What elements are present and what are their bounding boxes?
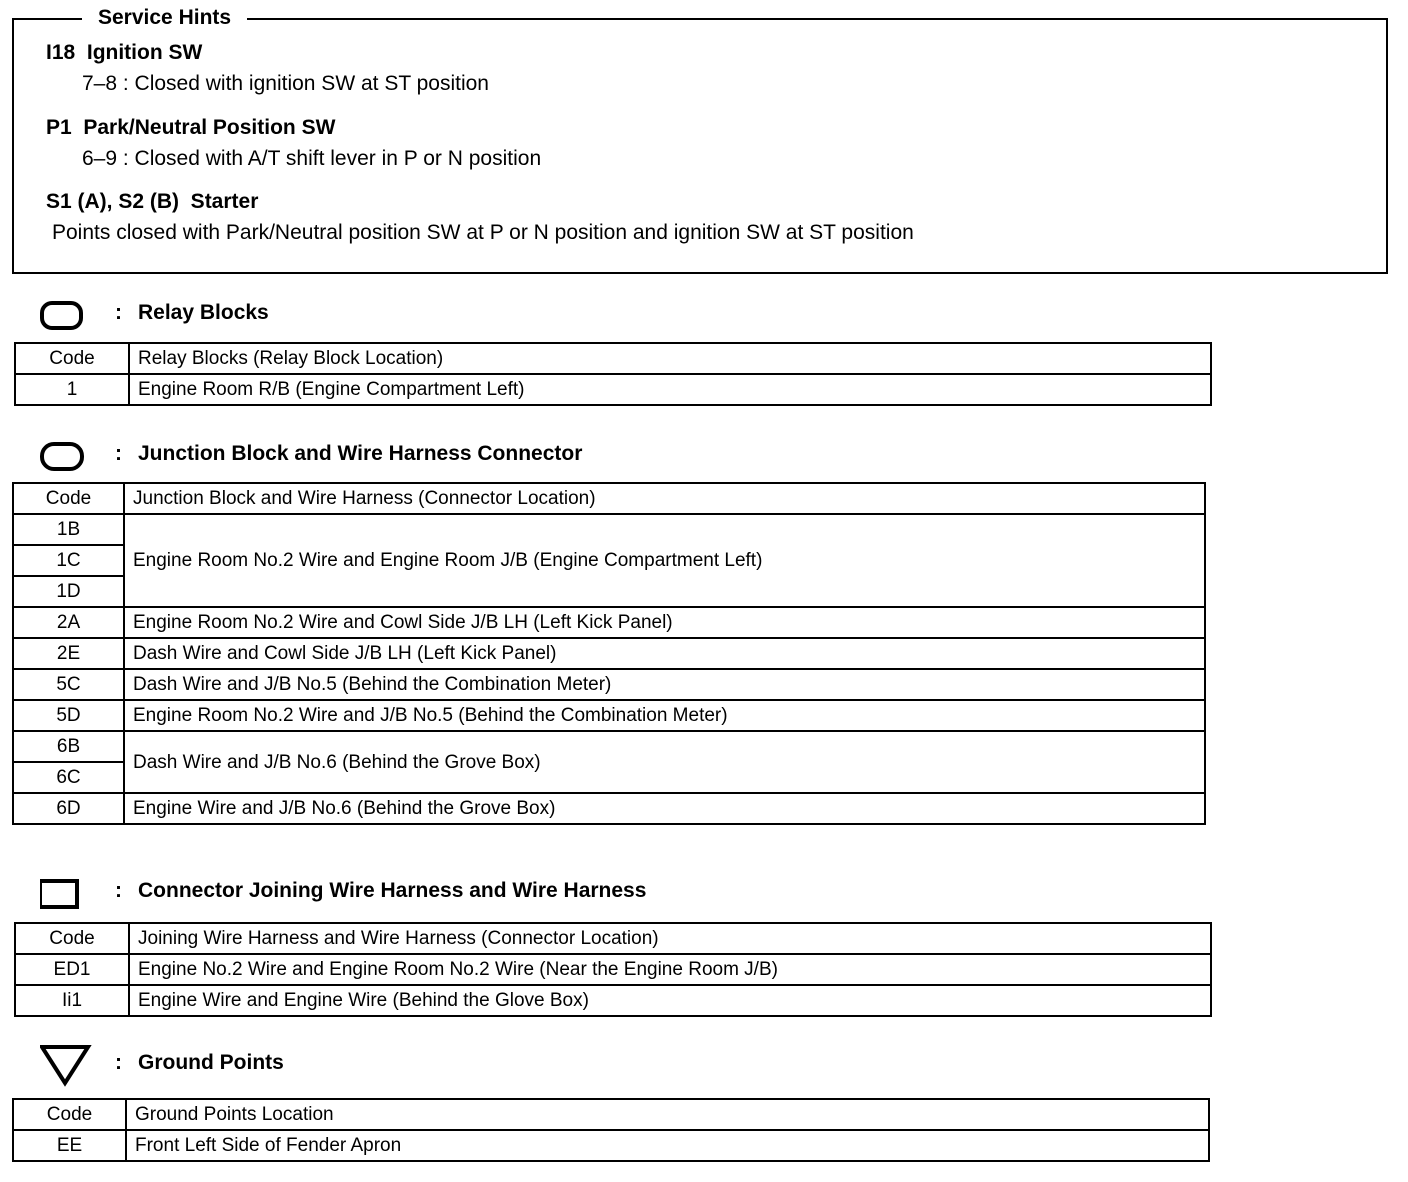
header-code: Code (13, 483, 124, 514)
table-row (13, 514, 1205, 545)
connector-joining-table (14, 922, 1212, 1017)
junction-block-header (40, 441, 940, 477)
junction-block-table (12, 482, 1206, 825)
header-location: Joining Wire Harness and Wire Harness (Connector Location) (129, 923, 1211, 954)
hint-detail-ignition-sw: 7–8 : Closed with ignition SW at ST position (82, 72, 489, 95)
table-row (15, 954, 1211, 985)
location-cell: Engine Room No.2 Wire and Cowl Side J/B LH (Left Kick Panel) (124, 607, 1205, 638)
location-cell: Engine Room R/B (Engine Compartment Left) (129, 374, 1211, 405)
code-cell: 2A (13, 607, 124, 638)
header-code: Code (13, 1099, 126, 1130)
code-cell: Ii1 (15, 985, 129, 1016)
rectangle-icon (40, 878, 84, 912)
relay-blocks-colon: : (115, 301, 122, 324)
code-cell: 6D (13, 793, 124, 824)
location-cell: Engine Room No.2 Wire and Engine Room J/B (Engine Compartment Left) (124, 514, 1205, 607)
hint-detail-starter: Points closed with Park/Neutral position SW at P or N position and ignition SW at ST position (52, 221, 914, 244)
rounded-rect-icon (40, 300, 84, 332)
code-cell: EE (13, 1130, 126, 1161)
table-row (13, 607, 1205, 638)
location-cell: Engine Wire and J/B No.6 (Behind the Grove Box) (124, 793, 1205, 824)
code-cell: 1D (13, 576, 124, 607)
table-row (15, 374, 1211, 405)
hint-heading-starter: S1 (A), S2 (B) Starter (46, 190, 259, 213)
service-hints-title: Service Hints (82, 5, 247, 31)
location-cell: Engine Room No.2 Wire and J/B No.5 (Behind the Combination Meter) (124, 700, 1205, 731)
connector-joining-colon: : (115, 879, 122, 902)
ground-points-header (40, 1044, 940, 1080)
code-cell: 1 (15, 374, 129, 405)
hint-heading-park-neutral-sw: P1 Park/Neutral Position SW (46, 116, 336, 139)
junction-block-colon: : (115, 442, 122, 465)
code-cell: 1C (13, 545, 124, 576)
location-cell: Dash Wire and J/B No.6 (Behind the Grove Box) (124, 731, 1205, 793)
connector-joining-header (40, 878, 940, 914)
code-cell: 6B (13, 731, 124, 762)
code-cell: 2E (13, 638, 124, 669)
ground-points-colon: : (115, 1051, 122, 1074)
code-cell: 1B (13, 514, 124, 545)
relay-blocks-table (14, 342, 1212, 406)
table-row (13, 1130, 1209, 1161)
oval-icon (40, 441, 84, 473)
ground-points-title: Ground Points (138, 1051, 284, 1074)
table-header-row (15, 343, 1211, 374)
table-row (13, 700, 1205, 731)
location-cell: Front Left Side of Fender Apron (126, 1130, 1209, 1161)
table-header-row (13, 483, 1205, 514)
ground-points-table (12, 1098, 1210, 1162)
location-cell: Dash Wire and Cowl Side J/B LH (Left Kick Panel) (124, 638, 1205, 669)
location-cell: Dash Wire and J/B No.5 (Behind the Combination Meter) (124, 669, 1205, 700)
table-row (15, 985, 1211, 1016)
location-cell: Engine No.2 Wire and Engine Room No.2 Wire (Near the Engine Room J/B) (129, 954, 1211, 985)
code-cell: 5C (13, 669, 124, 700)
relay-blocks-header (40, 300, 940, 336)
relay-blocks-title: Relay Blocks (138, 301, 269, 324)
code-cell: 6C (13, 762, 124, 793)
junction-block-title: Junction Block and Wire Harness Connector (138, 442, 583, 465)
hint-detail-park-neutral-sw: 6–9 : Closed with A/T shift lever in P or N position (82, 147, 542, 170)
table-row (13, 669, 1205, 700)
table-header-row (13, 1099, 1209, 1130)
location-cell: Engine Wire and Engine Wire (Behind the Glove Box) (129, 985, 1211, 1016)
connector-joining-title: Connector Joining Wire Harness and Wire Harness (138, 879, 647, 902)
header-location: Relay Blocks (Relay Block Location) (129, 343, 1211, 374)
header-location: Ground Points Location (126, 1099, 1209, 1130)
header-code: Code (15, 343, 129, 374)
table-header-row (15, 923, 1211, 954)
code-cell: 5D (13, 700, 124, 731)
table-row (13, 731, 1205, 762)
table-row (13, 638, 1205, 669)
hint-heading-ignition-sw: I18 Ignition SW (46, 41, 203, 64)
header-location: Junction Block and Wire Harness (Connector Location) (124, 483, 1205, 514)
header-code: Code (15, 923, 129, 954)
triangle-down-icon (40, 1044, 92, 1088)
code-cell: ED1 (15, 954, 129, 985)
table-row (13, 793, 1205, 824)
